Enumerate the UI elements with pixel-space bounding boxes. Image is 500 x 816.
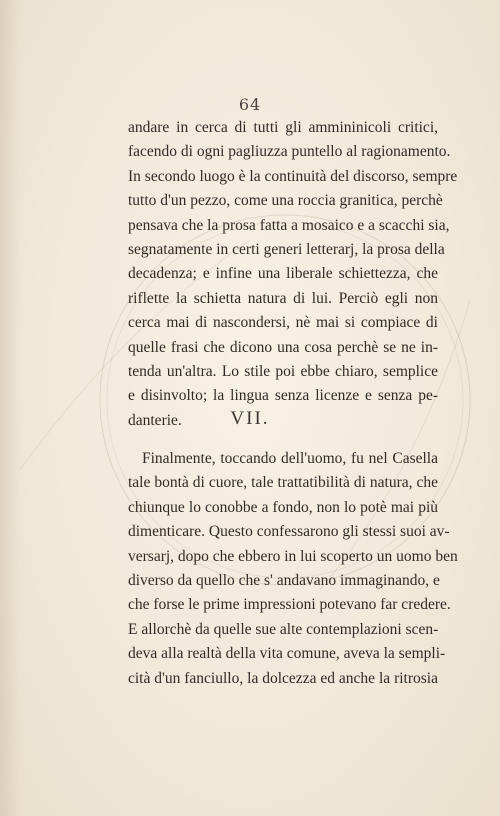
text-line: cerca mai di nascondersi, nè mai si compiace di <box>128 314 438 332</box>
text-line: facendo di ogni pagliuzza puntello al ragionamento. <box>128 143 451 161</box>
text-line: quelle frasi che dicono una cosa perchè se ne in- <box>128 338 438 356</box>
text-line: Finalmente, toccando dell'uomo, fu nel Casella <box>142 450 438 467</box>
text-line: E allorchè da quelle sue alte contemplazioni scen- <box>128 620 439 638</box>
paragraph-1 <box>128 116 458 433</box>
text-line: cità d'un fanciullo, la dolcezza ed anche la ritrosia <box>128 669 438 687</box>
text-line: chiunque lo conobbe a fondo, non lo potè mai più <box>128 498 438 516</box>
text-line: tutto d'un pezzo, come una roccia granitica, perchè <box>128 192 443 210</box>
text-line: tenda un'altra. Lo stile poi ebbe chiaro, semplice <box>128 362 438 380</box>
text-line: segnatamente in certi generi letterarj, la prosa della <box>128 240 445 258</box>
paragraph-2 <box>128 447 458 691</box>
text-line: versarj, dopo che ebbero in lui scoperto un uomo ben <box>128 547 458 565</box>
text-line: decadenza; e infine una liberale schiettezza, che <box>128 265 438 283</box>
text-line: pensava che la prosa fatta a mosaico e a scacchi sia, <box>128 216 450 234</box>
text-line: diverso da quello che s' andavano immaginando, e <box>128 571 440 589</box>
text-line: andare in cerca di tutti gli ammininicoli critici, <box>128 119 438 136</box>
text-line: dimenticare. Questo confessarono gli stessi suoi av- <box>128 523 450 541</box>
text-line: riflette la schietta natura di lui. Perciò egli non <box>128 289 438 307</box>
text-line: deva alla realtà della vita comune, aveva la sempli- <box>128 645 446 663</box>
section-heading: VII. <box>230 408 270 429</box>
text-line: tale bontà di cuore, tale trattatibilità di natura, che <box>128 474 438 492</box>
text-line: In secondo luogo è la continuità del discorso, sempre <box>128 167 458 185</box>
page-number: 64 <box>238 95 262 114</box>
text-line: danterie. <box>128 411 182 429</box>
text-line: e disinvolto; la lingua senza licenze e senza pe- <box>128 387 438 405</box>
text-line: che forse le prime impressioni potevano far credere. <box>128 596 451 614</box>
